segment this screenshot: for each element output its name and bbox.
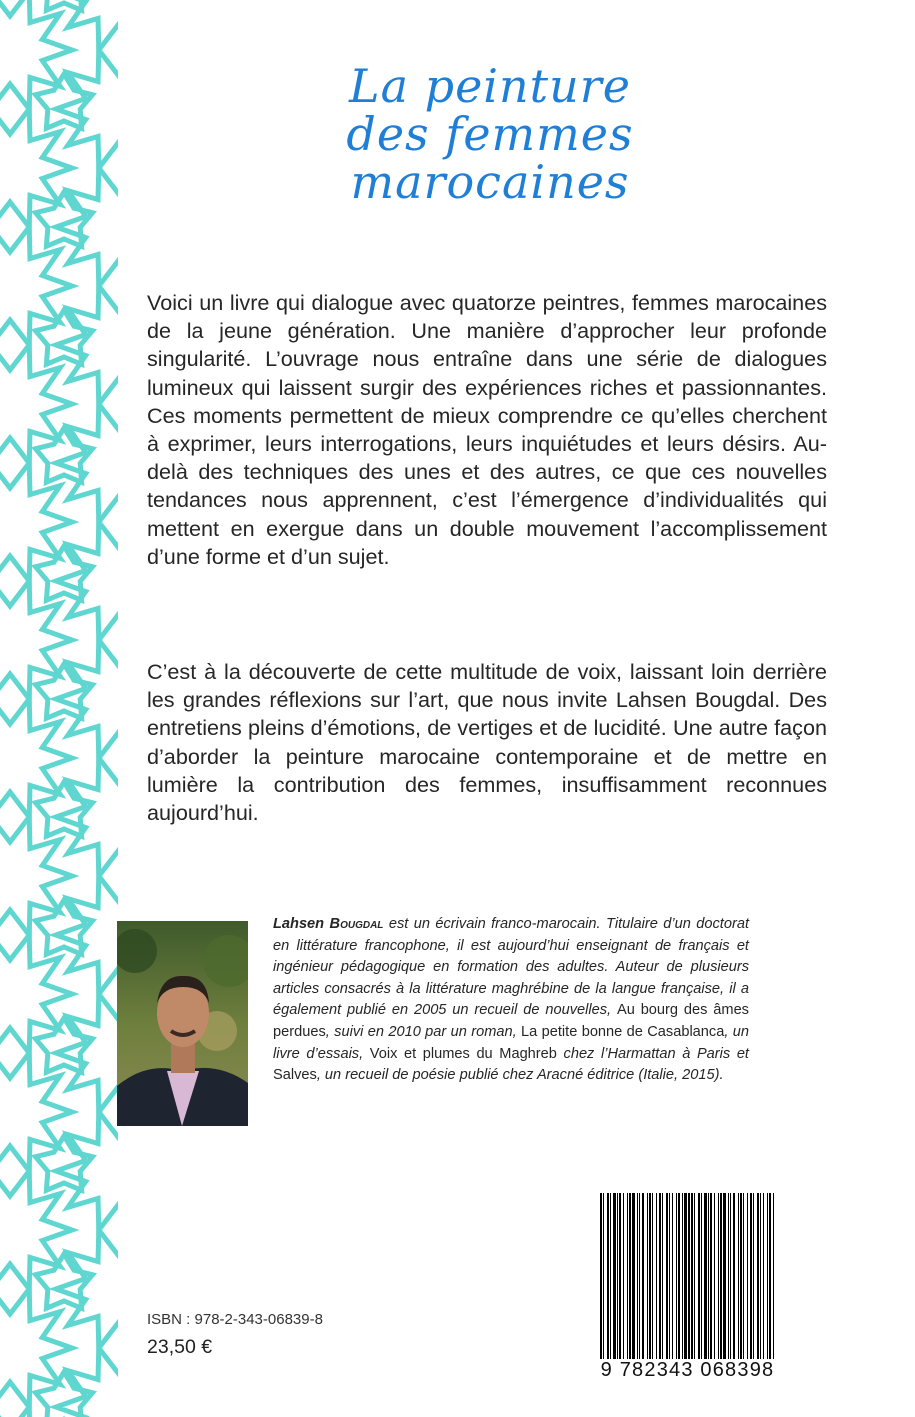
bio-text-1: est un écrivain franco-marocain. Titulaire d’un doctorat en littérature francophone, il est aujourd’hui enseignant de français et ingénieur pédagogique en formation des adultes. Auteur de plusieurs articles consacrés à la littérature maghrébine de la langue française, il a également publié en 2005 un recueil de nouvelles, [273, 916, 749, 1019]
summary-paragraph-2: C’est à la découverte de cette multitude de voix, laissant loin derrière les grandes réflexions sur l’art, que nous invite Lahsen Bougdal. Des entretiens pleins d’émotions, de vertiges et de lucidité. Une autre façon d’aborder la peinture marocaine contemporaine et de mettre en lumière la contribution des femmes, insuffisamment reconnues aujourd’hui. [147, 659, 827, 826]
barcode [598, 1193, 776, 1369]
isbn: ISBN : 978-2-343-06839-8 [147, 1311, 323, 1328]
barcode-number: 9 782343 068398 [600, 1359, 775, 1381]
author-first-name: Lahsen [273, 916, 325, 932]
price: 23,50 € [147, 1336, 213, 1358]
bio-text-4: chez l’Harmattan à Paris et [556, 1045, 749, 1062]
bio-text-3: , un livre d’essais, [273, 1023, 750, 1062]
title-line-3: marocaines [350, 155, 630, 209]
bio-book-2: La petite bonne de Casablanca [521, 1023, 725, 1040]
title-line-1: La peinture [349, 59, 631, 113]
summary-paragraph-1: Voici un livre qui dialogue avec quatorze peintres, femmes marocaines de la jeune génération. Une manière d’approcher leur profonde singularité. L’ouvrage nous entraîne dans une série de dialogues lumineux qui laissent surgir des expériences riches et passionnantes. Ces moments permettent de mieux comprendre ce qu’elles cherchent à exprimer, leurs interrogations, leurs inquiétudes et leurs désirs. Au-delà des techniques des unes et des autres, ce que ces nouvelles tendances nous apprennent, c’est l’émergence d’individualités qui mettent en exergue dans un double mouvement l’accomplissement d’une forme et d’un sujet. [147, 290, 827, 569]
book-title [290, 59, 690, 209]
geometric-star-pattern [0, 0, 118, 1417]
author-photo [117, 921, 248, 1126]
bio-book-3: Voix et plumes du Maghreb [369, 1045, 557, 1062]
bio-book-1: Au bourg des âmes perdues [273, 1002, 749, 1040]
author-last-name: Bougdal [329, 916, 384, 932]
bio-text-5: , un recueil de poésie publié chez Aracné éditrice (Italie, 2015). [316, 1067, 724, 1084]
author-name [273, 916, 383, 932]
bio-text-2: , suivi en 2010 par un roman, [325, 1023, 522, 1040]
author-bio [273, 914, 749, 1087]
title-line-2: des femmes [346, 107, 634, 161]
bio-book-4: Salves [273, 1067, 317, 1084]
